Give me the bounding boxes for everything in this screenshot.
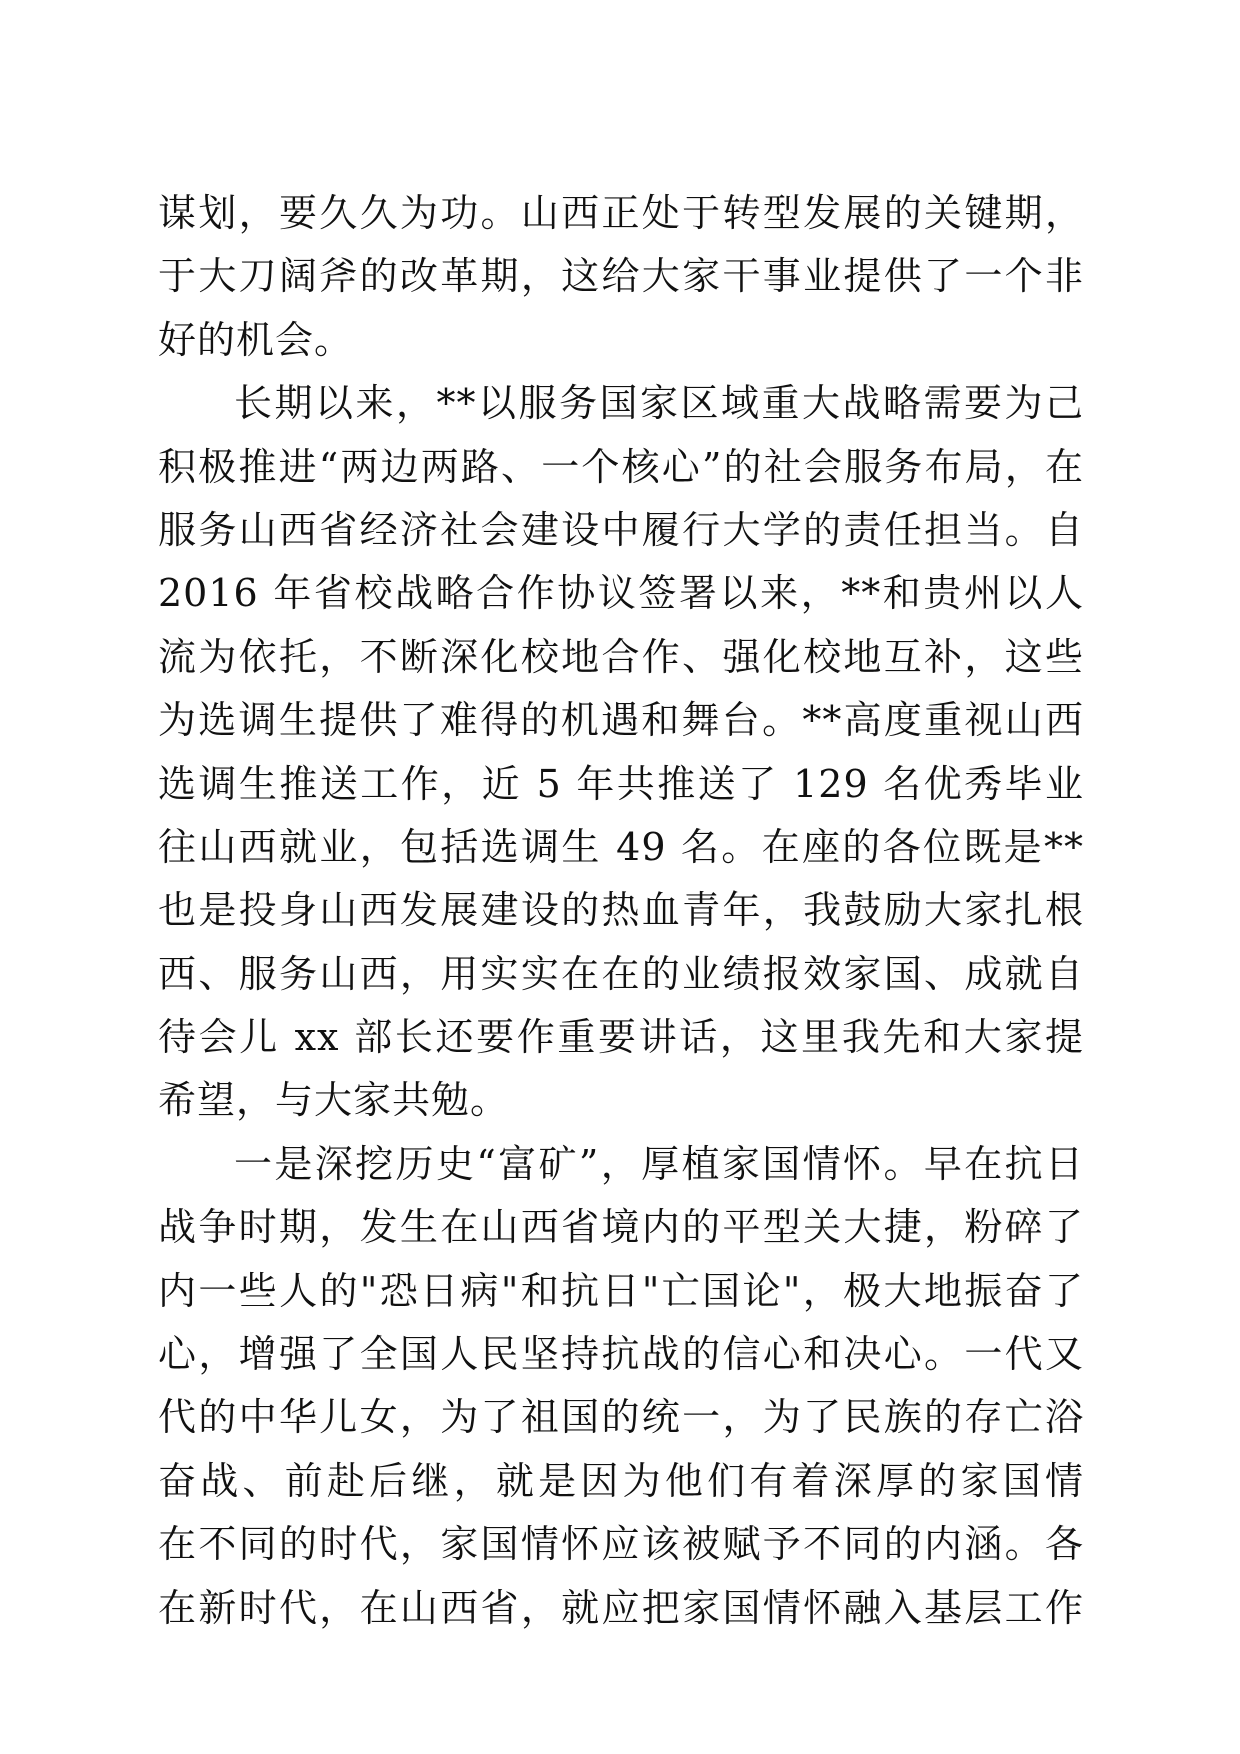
text-line: 选调生推送工作，近 5 年共推送了 129 名优秀毕业 <box>158 761 1084 806</box>
text-line: 往山西就业，包括选调生 49 名。在座的各位既是** <box>158 824 1084 869</box>
text-line: 内一些人的"恐日病"和抗日"亡国论"，极大地振奋了 <box>158 1268 1084 1313</box>
text-line: 在新时代，在山西省，就应把家国情怀融入基层工作 <box>158 1585 1084 1630</box>
text-line: 流为依托，不断深化校地合作、强化校地互补，这些 <box>158 634 1084 679</box>
text-line: 心，增强了全国人民坚持抗战的信心和决心。一代又 <box>158 1332 1084 1377</box>
text-line: 奋战、前赴后继，就是因为他们有着深厚的家国情 <box>158 1458 1084 1503</box>
text-line: 战争时期，发生在山西省境内的平型关大捷，粉碎了 <box>158 1205 1084 1250</box>
text-line: 于大刀阔斧的改革期，这给大家干事业提供了一个非 <box>158 254 1084 299</box>
text-line: 谋划，要久久为功。山西正处于转型发展的关键期， <box>158 191 1084 235</box>
text-line: 代的中华儿女，为了祖国的统一，为了民族的存亡浴 <box>158 1395 1084 1440</box>
text-line: 待会儿 xx 部长还要作重要讲话，这里我先和大家提 <box>158 1015 1084 1060</box>
paragraph-first-line: 一是深挖历史“富矿”，厚植家国情怀。早在抗日 <box>234 1141 1084 1186</box>
text-line: 好的机会。 <box>158 317 354 362</box>
text-line: 在不同的时代，家国情怀应该被赋予不同的内涵。各 <box>158 1522 1084 1567</box>
text-line: 2016 年省校战略合作协议签署以来，**和贵州以人 <box>158 571 1084 616</box>
paragraph-first-line: 长期以来，**以服务国家区域重大战略需要为己 <box>234 381 1084 426</box>
text-line: 也是投身山西发展建设的热血青年，我鼓励大家扎根 <box>158 888 1084 933</box>
body-text <box>158 182 1084 1640</box>
text-line: 积极推进“两边两路、一个核心”的社会服务布局，在 <box>158 444 1084 489</box>
text-line: 西、服务山西，用实实在在的业绩报效家国、成就自 <box>158 951 1084 996</box>
text-line: 服务山西省经济社会建设中履行大学的责任担当。自 <box>158 507 1084 552</box>
text-line: 希望，与大家共勉。 <box>158 1078 510 1123</box>
text-line: 为选调生提供了难得的机遇和舞台。**高度重视山西 <box>158 698 1084 743</box>
